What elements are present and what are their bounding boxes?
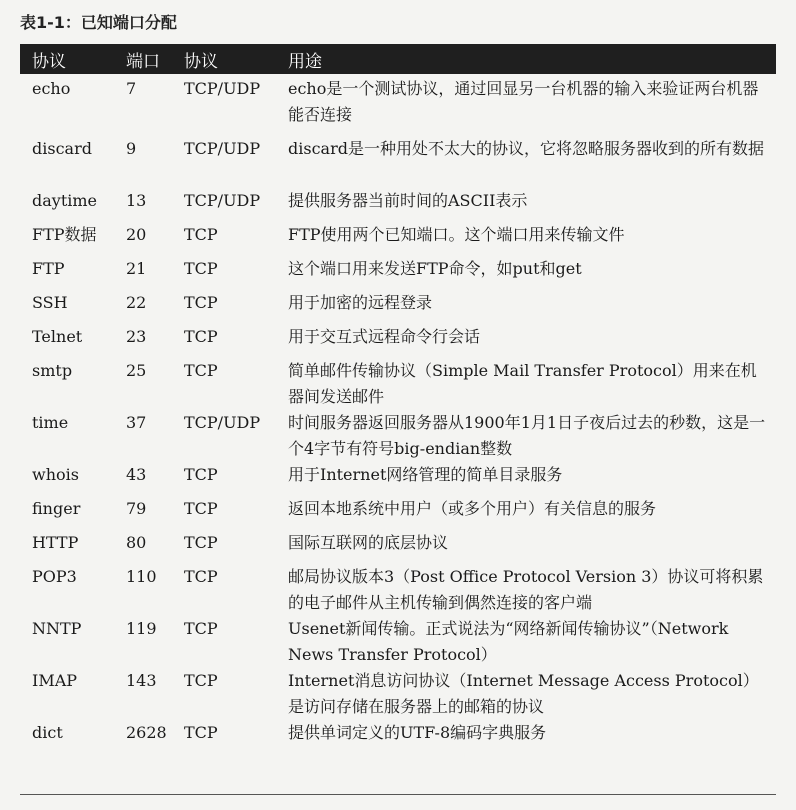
- cell-usage: FTP使用两个已知端口。这个端口用来传输文件: [288, 225, 625, 244]
- cell-port: 43: [126, 465, 147, 484]
- table-row: [20, 134, 776, 186]
- cell-transport: TCP: [184, 723, 218, 742]
- cell-protocol: POP3: [32, 567, 77, 586]
- cell-protocol: HTTP: [32, 533, 79, 552]
- cell-usage: 提供服务器当前时间的ASCII表示: [288, 191, 528, 210]
- table-caption: 表1-1：已知端口分配: [20, 13, 177, 32]
- cell-port: 143: [126, 671, 157, 690]
- cell-port: 110: [126, 567, 157, 586]
- table-row: [20, 718, 776, 748]
- cell-protocol: finger: [32, 499, 81, 518]
- cell-port: 23: [126, 327, 147, 346]
- cell-port: 119: [126, 619, 157, 638]
- table-row: [20, 322, 776, 356]
- header-protocol: 协议: [32, 51, 66, 72]
- cell-protocol: echo: [32, 79, 71, 98]
- cell-protocol: FTP: [32, 259, 65, 278]
- table-row: [20, 460, 776, 494]
- cell-protocol: whois: [32, 465, 79, 484]
- cell-usage: 国际互联网的底层协议: [288, 533, 449, 552]
- table-bottom-rule: [20, 794, 776, 795]
- cell-transport: TCP/UDP: [184, 413, 261, 432]
- table-row: [20, 614, 776, 666]
- cell-transport: TCP/UDP: [184, 139, 261, 158]
- cell-port: 20: [126, 225, 147, 244]
- cell-usage: discard是一种用处不太大的协议，它将忽略服务器收到的所有数据: [288, 139, 764, 158]
- cell-transport: TCP: [184, 361, 218, 380]
- cell-usage: echo是一个测试协议，通过回显另一台机器的输入来验证两台机器能否连接: [288, 79, 759, 124]
- table-row: [20, 562, 776, 614]
- cell-port: 37: [126, 413, 147, 432]
- cell-usage: Usenet新闻传输。正式说法为“网络新闻传输协议”（Network News Transfer Protocol）: [288, 619, 729, 664]
- cell-port: 25: [126, 361, 147, 380]
- cell-transport: TCP/UDP: [184, 79, 261, 98]
- cell-port: 9: [126, 139, 137, 158]
- cell-transport: TCP: [184, 225, 218, 244]
- cell-usage: 用于Internet网络管理的简单目录服务: [288, 465, 563, 484]
- cell-usage: 提供单词定义的UTF-8编码字典服务: [288, 723, 547, 742]
- cell-transport: TCP: [184, 619, 218, 638]
- cell-transport: TCP: [184, 465, 218, 484]
- table-row: [20, 356, 776, 408]
- table-row: [20, 288, 776, 322]
- cell-protocol: daytime: [32, 191, 98, 210]
- cell-usage: 邮局协议版本3（Post Office Protocol Version 3）协议可将积累的电子邮件从主机传输到偶然连接的客户端: [288, 567, 764, 612]
- header-usage: 用途: [288, 51, 322, 72]
- cell-protocol: FTP数据: [32, 225, 97, 244]
- cell-usage: 简单邮件传输协议（Simple Mail Transfer Protocol）用来在机器间发送邮件: [288, 361, 757, 406]
- cell-port: 7: [126, 79, 137, 98]
- table-row: [20, 220, 776, 254]
- table-row: [20, 74, 776, 134]
- cell-usage: 用于加密的远程登录: [288, 293, 433, 312]
- table-row: [20, 666, 776, 718]
- cell-port: 21: [126, 259, 147, 278]
- cell-transport: TCP: [184, 327, 218, 346]
- cell-protocol: SSH: [32, 293, 68, 312]
- cell-transport: TCP: [184, 671, 218, 690]
- cell-port: 2628: [126, 723, 167, 742]
- cell-transport: TCP/UDP: [184, 191, 261, 210]
- header-transport: 协议: [184, 51, 218, 72]
- cell-protocol: smtp: [32, 361, 73, 380]
- cell-transport: TCP: [184, 499, 218, 518]
- cell-port: 79: [126, 499, 147, 518]
- cell-usage: 用于交互式远程命令行会话: [288, 327, 481, 346]
- cell-protocol: IMAP: [32, 671, 78, 690]
- cell-protocol: NNTP: [32, 619, 82, 638]
- table-row: [20, 254, 776, 288]
- cell-usage: Internet消息访问协议（Internet Message Access Protocol）是访问存储在服务器上的邮箱的协议: [288, 671, 759, 716]
- table-row: [20, 528, 776, 562]
- cell-protocol: discard: [32, 139, 92, 158]
- table-header-row: [20, 44, 776, 74]
- table-body: [20, 74, 776, 748]
- cell-protocol: time: [32, 413, 69, 432]
- cell-transport: TCP: [184, 259, 218, 278]
- cell-usage: 返回本地系统中用户（或多个用户）有关信息的服务: [288, 499, 657, 518]
- cell-usage: 这个端口用来发送FTP命令，如put和get: [288, 259, 582, 278]
- ports-table: [20, 44, 776, 748]
- cell-port: 22: [126, 293, 147, 312]
- table-row: [20, 494, 776, 528]
- cell-transport: TCP: [184, 567, 218, 586]
- table-row: [20, 186, 776, 220]
- table-row: [20, 408, 776, 460]
- header-port: 端口: [126, 51, 160, 72]
- cell-usage: 时间服务器返回服务器从1900年1月1日子夜后过去的秒数，这是一个4字节有符号big-endian整数: [288, 413, 766, 458]
- cell-port: 80: [126, 533, 147, 552]
- cell-protocol: dict: [32, 723, 63, 742]
- cell-transport: TCP: [184, 293, 218, 312]
- cell-port: 13: [126, 191, 147, 210]
- cell-protocol: Telnet: [32, 327, 83, 346]
- cell-transport: TCP: [184, 533, 218, 552]
